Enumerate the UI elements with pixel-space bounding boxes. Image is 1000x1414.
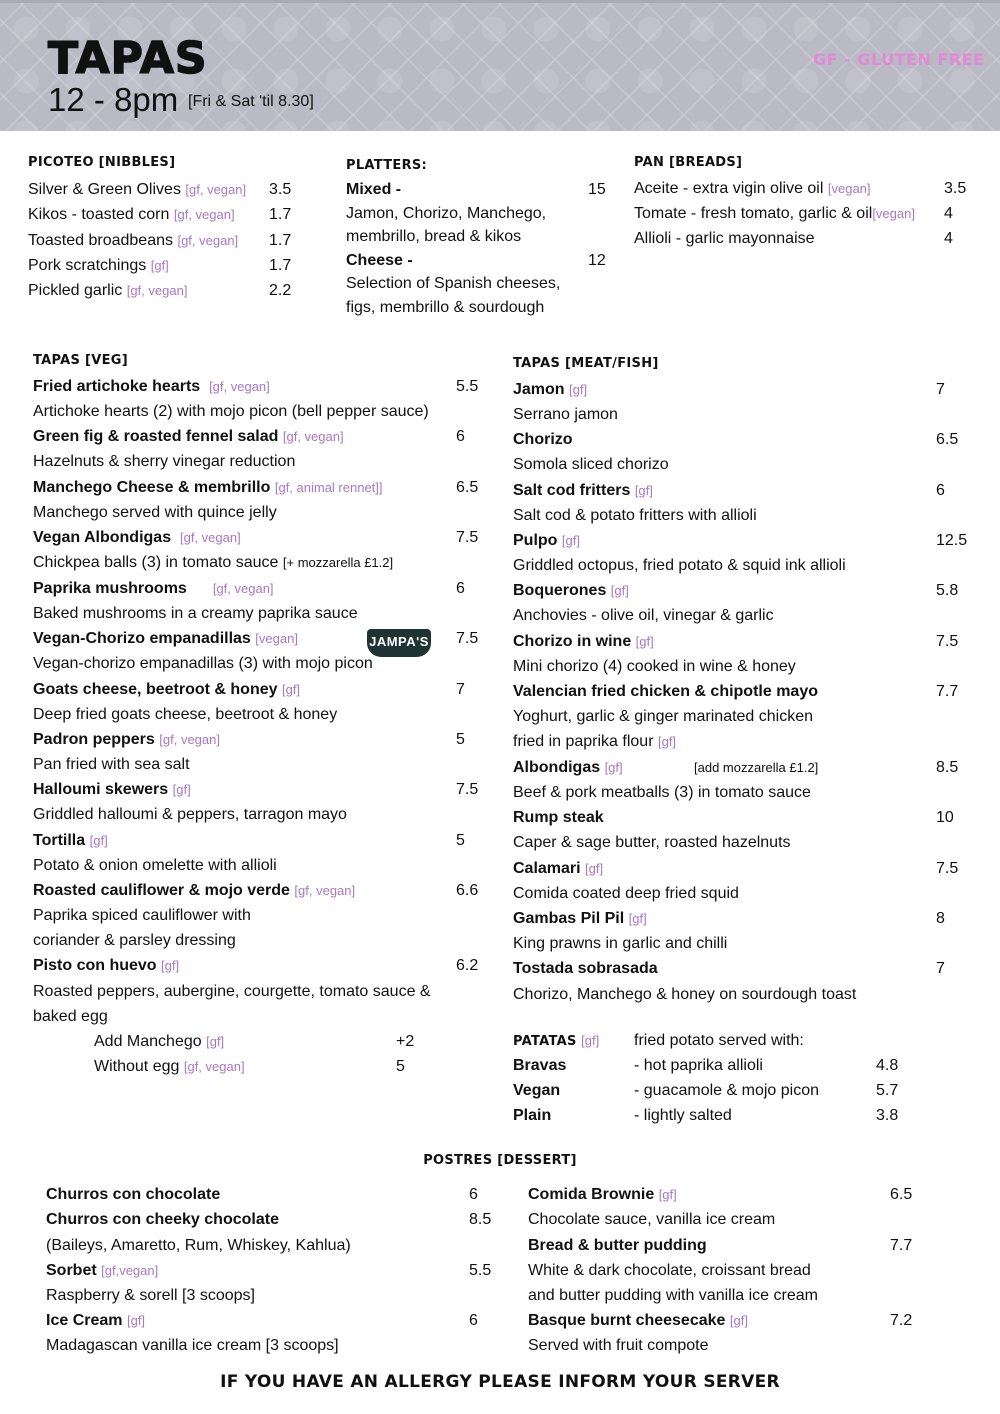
item-price: 6.5	[456, 479, 479, 496]
item-description: Somola sliced chorizo	[513, 456, 669, 473]
addon-item	[94, 1054, 424, 1079]
list-item	[634, 201, 974, 226]
postres-heading: POSTRES [DESSERT]	[423, 1153, 577, 1168]
diet-tag: [gf, animal rennet]]	[274, 480, 383, 495]
item-price: 7.5	[936, 633, 959, 650]
item-name: Manchego Cheese & membrillo	[33, 479, 271, 496]
pan-heading: PAN [BREADS]	[634, 155, 743, 170]
item-price: 5	[396, 1058, 405, 1075]
item-price: 6.5	[890, 1186, 913, 1203]
list-item	[46, 1308, 496, 1333]
menu-title: TAPAS	[48, 33, 208, 84]
item-description: Potato & onion omelette with allioli	[33, 857, 277, 874]
diet-tag: [gf]	[658, 1187, 677, 1202]
diet-tag: [gf]	[604, 760, 623, 775]
diet-tag: [gf]	[281, 682, 301, 697]
item-description: Griddled halloumi & peppers, tarragon mayo	[33, 806, 347, 823]
item-description: Yoghurt, garlic & ginger marinated chicken	[513, 708, 814, 725]
item-name: Green fig & roasted fennel salad	[33, 428, 279, 445]
item-price: 1.7	[269, 257, 292, 274]
item-description: Caper & sage butter, roasted hazelnuts	[513, 834, 791, 851]
list-item	[634, 176, 974, 201]
list-item	[346, 177, 616, 202]
item-description: Selection of Spanish cheeses,	[346, 275, 561, 292]
item-name: Halloumi skewers	[33, 781, 169, 798]
diet-tag: [gf]	[569, 382, 588, 397]
list-item	[33, 424, 483, 449]
item-name: Tostada sobrasada	[513, 960, 658, 977]
item-name: Churros con cheeky chocolate	[46, 1211, 279, 1228]
header-banner	[0, 0, 1000, 131]
item-price: 6.2	[456, 957, 479, 974]
list-item	[513, 478, 983, 503]
list-item	[513, 956, 983, 981]
list-item	[46, 1182, 496, 1207]
diet-tag: [gf]	[610, 583, 629, 598]
item-price: 4.8	[876, 1057, 899, 1074]
item-name: Calamari	[513, 860, 581, 877]
list-item	[513, 679, 983, 704]
list-item	[513, 427, 983, 452]
item-price: 6	[469, 1312, 478, 1329]
diet-tag: [gf]	[172, 782, 191, 797]
item-name: Mixed -	[346, 181, 402, 198]
item-description: Baked mushrooms in a creamy paprika sauce	[33, 605, 358, 622]
item-name: Padron peppers	[33, 731, 155, 748]
diet-tag: [gf]	[161, 958, 180, 973]
item-price: 6.6	[456, 882, 479, 899]
list-item	[513, 755, 983, 780]
allergy-notice: IF YOU HAVE AN ALLERGY PLEASE INFORM YOUR SERVER	[220, 1372, 780, 1392]
list-item	[28, 278, 298, 303]
item-price: 12.5	[936, 532, 968, 549]
list-item	[346, 248, 616, 273]
diet-tag: [gf, vegan]	[212, 581, 274, 596]
patatas-header	[513, 1028, 983, 1053]
diet-tag: [gf]	[126, 1313, 146, 1328]
diet-tag: [gf]	[150, 258, 169, 273]
diet-tag: [gf]	[89, 833, 108, 848]
item-price: 1.7	[269, 232, 292, 249]
list-item	[513, 377, 983, 402]
item-description-text: Chickpea balls (3) in tomato sauce	[33, 554, 279, 571]
item-price: 8.5	[469, 1211, 492, 1228]
list-item	[513, 578, 983, 603]
item-price: 5	[456, 731, 465, 748]
item-name: Paprika mushrooms	[33, 580, 187, 597]
item-description: Raspberry & sorell [3 scoops]	[46, 1287, 255, 1304]
diet-tag: [gf, vegan]	[183, 1059, 245, 1074]
item-name: Add Manchego	[94, 1033, 202, 1050]
item-price: 7.5	[936, 860, 959, 877]
item-price: 7.2	[890, 1312, 913, 1329]
list-item	[46, 1258, 496, 1283]
item-description: Deep fried goats cheese, beetroot & honey	[33, 706, 338, 723]
item-name: Vegan	[513, 1082, 561, 1099]
item-price: 5	[456, 832, 465, 849]
diet-tag: [gf, vegan]	[282, 429, 344, 444]
item-description: Jamon, Chorizo, Manchego,	[346, 205, 547, 222]
item-description	[33, 550, 393, 575]
diet-tag: [gf, vegan]	[159, 732, 220, 747]
item-price: 3.5	[944, 180, 967, 197]
diet-tag: [gf,vegan]	[101, 1263, 159, 1278]
diet-tag: [vegan]	[255, 631, 298, 646]
list-item	[33, 576, 483, 601]
list-item	[33, 475, 483, 500]
item-name: Vegan Albondigas	[33, 529, 172, 546]
item-price: 5.7	[876, 1082, 899, 1099]
item-description: (Baileys, Amaretto, Rum, Whiskey, Kahlua)	[46, 1237, 351, 1254]
item-description	[513, 729, 676, 754]
item-name: Tortilla	[33, 832, 86, 849]
diet-tag: [vegan]	[872, 206, 915, 221]
item-name: Roasted cauliflower & mojo verde	[33, 882, 290, 899]
list-item	[28, 253, 298, 278]
item-price: 6.5	[936, 431, 959, 448]
item-name: Jamon	[513, 381, 565, 398]
item-description: baked egg	[33, 1008, 108, 1025]
item-name: Aceite - extra vigin olive oil	[634, 180, 824, 197]
list-item	[513, 856, 983, 881]
diet-tag: [gf]	[206, 1034, 225, 1049]
list-item	[33, 677, 483, 702]
item-price: 7	[936, 381, 945, 398]
item-price: 6	[936, 482, 945, 499]
list-item	[28, 177, 298, 202]
item-name: Cheese -	[346, 252, 413, 269]
item-price: 8	[936, 910, 945, 927]
item-price: 3.5	[269, 181, 292, 198]
item-name: Churros con chocolate	[46, 1186, 221, 1203]
item-price: 5.8	[936, 582, 959, 599]
diet-tag: [gf]	[634, 483, 653, 498]
list-item	[28, 202, 298, 227]
item-name: Chorizo in wine	[513, 633, 632, 650]
list-item	[33, 525, 483, 550]
item-name: Bravas	[513, 1057, 567, 1074]
item-name: Albondigas	[513, 759, 601, 776]
list-item	[528, 1233, 968, 1258]
item-price: 12	[588, 252, 606, 269]
jampas-logo: JAMPA'S	[367, 629, 431, 657]
item-price: +2	[396, 1033, 415, 1050]
item-description: - lightly salted	[634, 1107, 732, 1124]
item-name: Fried artichoke hearts	[33, 378, 201, 395]
list-item	[513, 906, 983, 931]
item-price: 1.7	[269, 206, 292, 223]
list-item	[28, 228, 298, 253]
item-addon-note: [+ mozzarella £1.2]	[282, 555, 394, 570]
diet-tag: [gf]	[635, 634, 654, 649]
item-price: 6	[456, 428, 465, 445]
item-name: Gambas Pil Pil	[513, 910, 625, 927]
diet-tag: [gf]	[581, 1033, 600, 1048]
item-description: Roasted peppers, aubergine, courgette, tomato sauce &	[33, 983, 431, 1000]
opening-hours: 12 - 8pm	[48, 81, 179, 118]
item-description: and butter pudding with vanilla ice cream	[528, 1287, 818, 1304]
item-name: Pisto con huevo	[33, 957, 157, 974]
item-name: Silver & Green Olives	[28, 181, 181, 198]
item-description: Paprika spiced cauliflower with	[33, 907, 251, 924]
item-name: Kikos - toasted corn	[28, 206, 170, 223]
item-name: Boquerones	[513, 582, 607, 599]
opening-hours-note: [Fri & Sat 'til 8.30]	[188, 93, 314, 110]
item-price: 7	[456, 681, 465, 698]
item-price: 10	[936, 809, 954, 826]
item-name: Valencian fried chicken & chipotle mayo	[513, 683, 818, 700]
list-item	[513, 1078, 983, 1103]
diet-tag: [gf, vegan]	[177, 233, 239, 248]
item-description: Pan fried with sea salt	[33, 756, 190, 773]
item-name: Rump steak	[513, 809, 604, 826]
item-description: Served with fruit compote	[528, 1337, 709, 1354]
item-name: Allioli - garlic mayonnaise	[634, 230, 815, 247]
item-description: - hot paprika allioli	[634, 1057, 763, 1074]
diet-tag: [gf]	[628, 911, 647, 926]
item-price: 7.7	[890, 1237, 913, 1254]
gluten-free-key: GF - GLUTEN FREE	[813, 50, 985, 69]
list-item	[33, 878, 483, 903]
diet-tag: [gf, vegan]	[126, 283, 188, 298]
meat-heading: TAPAS [MEAT/FISH]	[513, 356, 659, 371]
item-name: Ice Cream	[46, 1312, 123, 1329]
item-name: Pork scratchings	[28, 257, 147, 274]
diet-tag: [gf]	[561, 533, 580, 548]
item-name: Toasted broadbeans	[28, 232, 173, 249]
list-item	[528, 1182, 968, 1207]
item-name: Bread & butter pudding	[528, 1237, 707, 1254]
item-description: Mini chorizo (4) cooked in wine & honey	[513, 658, 796, 675]
diet-tag: [gf]	[729, 1313, 748, 1328]
item-description: Chocolate sauce, vanilla ice cream	[528, 1211, 776, 1228]
list-item	[46, 1207, 496, 1232]
list-item	[513, 528, 983, 553]
diet-tag: [gf]	[657, 734, 677, 749]
list-item	[513, 1053, 983, 1078]
item-description: Beef & pork meatballs (3) in tomato sauce	[513, 784, 811, 801]
diet-tag: [gf, vegan]	[179, 530, 241, 545]
item-name: Basque burnt cheesecake	[528, 1312, 726, 1329]
item-price: 2.2	[269, 282, 292, 299]
item-name: Comida Brownie	[528, 1186, 655, 1203]
list-item	[33, 374, 483, 399]
item-description-text: fried in paprika flour	[513, 733, 654, 750]
veg-heading: TAPAS [VEG]	[33, 353, 128, 368]
item-name: Chorizo	[513, 431, 573, 448]
item-price: 7.5	[456, 630, 479, 647]
item-name: Salt cod fritters	[513, 482, 631, 499]
diet-tag: [gf, vegan]	[294, 883, 356, 898]
item-description: Serrano jamon	[513, 406, 618, 423]
list-item	[528, 1308, 968, 1333]
item-description: Griddled octopus, fried potato & squid ink allioli	[513, 557, 846, 574]
item-description: coriander & parsley dressing	[33, 932, 236, 949]
item-description: Madagascan vanilla ice cream [3 scoops]	[46, 1337, 339, 1354]
item-addon-note: [add mozzarella £1.2]	[694, 760, 819, 775]
platters-heading: PLATTERS:	[346, 158, 428, 173]
item-name: Sorbet	[46, 1262, 97, 1279]
item-price: 6	[456, 580, 465, 597]
picoteo-heading: PICOTEO [NIBBLES]	[28, 155, 176, 170]
diet-tag: [vegan]	[827, 181, 871, 196]
addon-item	[94, 1029, 424, 1054]
item-name: Vegan-Chorizo empanadillas	[33, 630, 251, 647]
diet-tag: [gf]	[585, 861, 604, 876]
diet-tag: [gf, vegan]	[173, 207, 235, 222]
item-name: Tomate - fresh tomato, garlic & oil	[634, 205, 873, 222]
item-price: 7.5	[456, 529, 479, 546]
item-description: Comida coated deep fried squid	[513, 885, 739, 902]
item-description: figs, membrillo & sourdough	[346, 299, 545, 316]
diet-tag: [gf, vegan]	[209, 379, 270, 394]
item-name: Without egg	[94, 1058, 180, 1075]
list-item	[634, 226, 974, 251]
item-description: Anchovies - olive oil, vinegar & garlic	[513, 607, 774, 624]
list-item	[513, 805, 983, 830]
item-name: Pickled garlic	[28, 282, 123, 299]
item-description: Chorizo, Manchego & honey on sourdough toast	[513, 986, 857, 1003]
list-item	[513, 1103, 983, 1128]
item-price: 7.5	[456, 781, 479, 798]
item-price: 7.7	[936, 683, 959, 700]
item-price: 4	[944, 230, 953, 247]
item-description: Salt cod & potato fritters with allioli	[513, 507, 757, 524]
diet-tag: [gf, vegan]	[185, 182, 247, 197]
item-price: 4	[944, 205, 953, 222]
item-description: membrillo, bread & kikos	[346, 228, 522, 245]
list-item	[33, 727, 483, 752]
patatas-intro: fried potato served with:	[634, 1032, 804, 1049]
item-description: White & dark chocolate, croissant bread	[528, 1262, 811, 1279]
item-price: 3.8	[876, 1107, 899, 1124]
item-price: 5.5	[456, 378, 479, 395]
list-item	[33, 953, 483, 978]
item-description: Manchego served with quince jelly	[33, 504, 277, 521]
item-price: 7	[936, 960, 945, 977]
patatas-heading: PATATAS	[513, 1034, 577, 1049]
item-name: Goats cheese, beetroot & honey	[33, 681, 278, 698]
item-name: Plain	[513, 1107, 552, 1124]
list-item	[513, 629, 983, 654]
item-description: Vegan-chorizo empanadillas (3) with mojo picon	[33, 655, 373, 672]
item-price: 8.5	[936, 759, 959, 776]
list-item	[33, 777, 483, 802]
item-price: 5.5	[469, 1262, 492, 1279]
item-description: Artichoke hearts (2) with mojo picon (bell pepper sauce)	[33, 403, 429, 420]
item-name: Pulpo	[513, 532, 558, 549]
item-description: Hazelnuts & sherry vinegar reduction	[33, 453, 296, 470]
item-price: 15	[588, 181, 606, 198]
item-description: King prawns in garlic and chilli	[513, 935, 728, 952]
item-price: 6	[469, 1186, 478, 1203]
item-description: - guacamole & mojo picon	[634, 1082, 819, 1099]
list-item	[33, 828, 483, 853]
